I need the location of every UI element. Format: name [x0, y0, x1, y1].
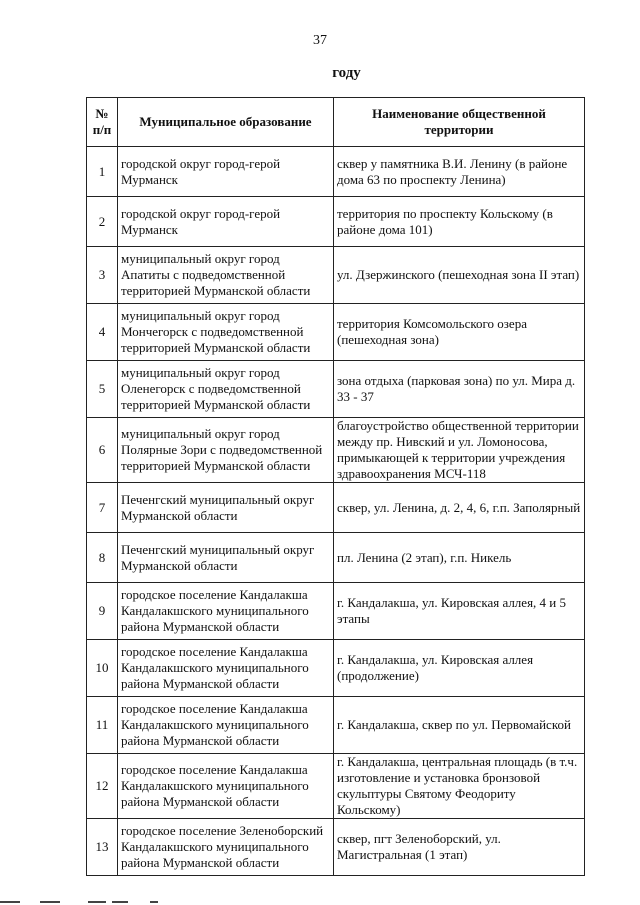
row-number: 13: [87, 819, 118, 876]
table-header-row: [87, 98, 585, 147]
municipality-cell: городской округ город-герой Мурманск: [118, 197, 334, 247]
table-heading: году: [332, 65, 361, 81]
table-row: [87, 697, 585, 754]
territory-cell: сквер у памятника В.И. Ленину (в районе дома 63 по проспекту Ленина): [334, 147, 585, 197]
territory-cell: зона отдыха (парковая зона) по ул. Мира д. 33 - 37: [334, 361, 585, 418]
table-row: [87, 754, 585, 819]
territory-cell: сквер, пгт Зеленоборский, ул. Магистральная (1 этап): [334, 819, 585, 876]
municipality-cell: муниципальный округ город Оленегорск с подведомственной территорией Мурманской области: [118, 361, 334, 418]
table-row: [87, 533, 585, 583]
row-number: 8: [87, 533, 118, 583]
table-row: [87, 361, 585, 418]
territory-cell: г. Кандалакша, сквер по ул. Первомайской: [334, 697, 585, 754]
table-row: [87, 197, 585, 247]
table-row: [87, 819, 585, 876]
row-number: 10: [87, 640, 118, 697]
municipality-cell: муниципальный округ город Мончегорск с подведомственной территорией Мурманской области: [118, 304, 334, 361]
row-number: 2: [87, 197, 118, 247]
table-row: [87, 304, 585, 361]
row-number: 5: [87, 361, 118, 418]
municipality-cell: городской округ город-герой Мурманск: [118, 147, 334, 197]
row-number: 11: [87, 697, 118, 754]
row-number: 1: [87, 147, 118, 197]
header-territory: Наименование общественной территории: [334, 98, 585, 147]
territory-cell: г. Кандалакша, ул. Кировская аллея, 4 и 5 этапы: [334, 583, 585, 640]
territory-cell: г. Кандалакша, центральная площадь (в т.ч. изготовление и установка бронзовой скульптуры Святому Феодориту Кольскому): [334, 754, 585, 819]
municipality-cell: городское поселение Кандалакша Кандалакшского муниципального района Мурманской области: [118, 583, 334, 640]
table-row: [87, 640, 585, 697]
municipality-cell: Печенгский муниципальный округ Мурманской области: [118, 533, 334, 583]
territory-cell: пл. Ленина (2 этап), г.п. Никель: [334, 533, 585, 583]
table-row: [87, 147, 585, 197]
page-number: 37: [313, 33, 327, 48]
row-number: 9: [87, 583, 118, 640]
municipality-cell: муниципальный округ город Полярные Зори с подведомственной территорией Мурманской области: [118, 418, 334, 483]
scan-edge-marks: [0, 898, 200, 905]
row-number: 3: [87, 247, 118, 304]
row-number: 7: [87, 483, 118, 533]
row-number: 6: [87, 418, 118, 483]
territory-cell: сквер, ул. Ленина, д. 2, 4, 6, г.п. Заполярный: [334, 483, 585, 533]
municipality-cell: городское поселение Кандалакша Кандалакшского муниципального района Мурманской области: [118, 697, 334, 754]
territory-cell: территория Комсомольского озера (пешеходная зона): [334, 304, 585, 361]
row-number: 4: [87, 304, 118, 361]
table-row: [87, 418, 585, 483]
municipality-cell: муниципальный округ город Апатиты с подведомственной территорией Мурманской области: [118, 247, 334, 304]
header-number: № п/п: [87, 98, 118, 147]
table-row: [87, 247, 585, 304]
territory-cell: благоустройство общественной территории между пр. Нивский и ул. Ломоносова, примыкающей к территории учреждения здравоохранения МСЧ-118: [334, 418, 585, 483]
territories-table: [86, 97, 585, 876]
municipality-cell: городское поселение Зеленоборский Кандалакшского муниципального района Мурманской области: [118, 819, 334, 876]
municipality-cell: Печенгский муниципальный округ Мурманской области: [118, 483, 334, 533]
municipality-cell: городское поселение Кандалакша Кандалакшского муниципального района Мурманской области: [118, 640, 334, 697]
municipality-cell: городское поселение Кандалакша Кандалакшского муниципального района Мурманской области: [118, 754, 334, 819]
territory-cell: ул. Дзержинского (пешеходная зона II этап): [334, 247, 585, 304]
table-row: [87, 483, 585, 533]
header-municipality: Муниципальное образование: [118, 98, 334, 147]
territory-cell: территория по проспекту Кольскому (в районе дома 101): [334, 197, 585, 247]
territory-cell: г. Кандалакша, ул. Кировская аллея (продолжение): [334, 640, 585, 697]
table-row: [87, 583, 585, 640]
row-number: 12: [87, 754, 118, 819]
